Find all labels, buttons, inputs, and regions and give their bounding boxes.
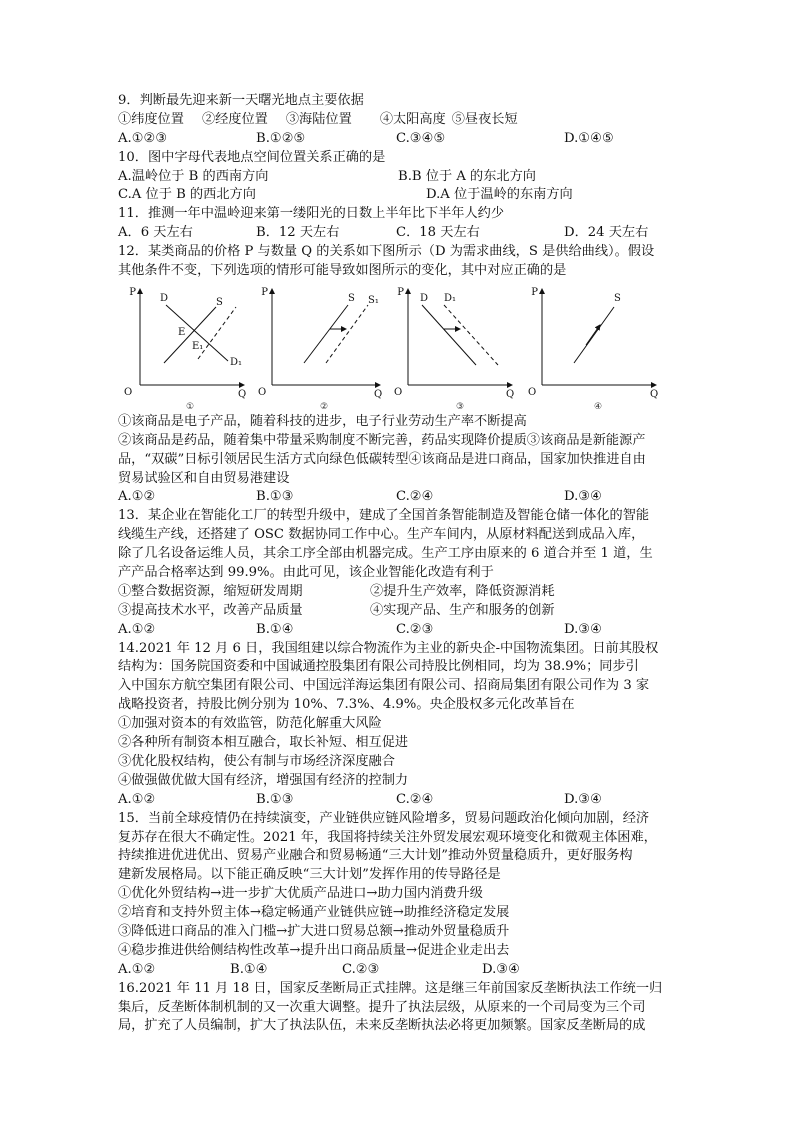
q13-stem-line: 13．某企业在智能化工厂的转型升级中，建成了全国首条智能制造及智能仓储一体化的智能 <box>118 508 650 524</box>
demand-curve <box>166 305 228 361</box>
graph-4 <box>528 287 658 411</box>
q15-item: ④稳步推进供给侧结构性改革→提升出口商品质量→促进企业走出去 <box>118 942 510 958</box>
q15-option-d: D.③④ <box>482 961 520 977</box>
demand-curve <box>422 305 476 365</box>
q15-stem-line: 复苏存在很大不确定性。2021 年，我国将持续关注外贸发展宏观环境变化和微观主体困难， <box>118 829 657 845</box>
q9-item: ④太阳高度 <box>379 111 446 127</box>
q9-item: ①纬度位置 <box>118 111 184 127</box>
q10-options-row2 <box>118 186 678 205</box>
q-label: Q <box>374 388 383 400</box>
q16-stem-line: 局，扩充了人员编制，扩大了执法队伍，未来反垄断执法必将更加频繁。国家反垄断局的成 <box>118 1018 646 1034</box>
origin-label: O <box>528 386 537 398</box>
supply-demand-graphs <box>118 283 678 411</box>
movement-arrow <box>586 325 600 345</box>
d-label: D <box>160 292 169 304</box>
graph-number: ③ <box>455 401 465 411</box>
q13-items-row1 <box>118 583 678 602</box>
q13-option-b: B.①④ <box>256 621 294 637</box>
q-label: Q <box>506 388 515 400</box>
p-label: P <box>531 286 538 298</box>
d-label: D <box>420 292 429 304</box>
origin-label: O <box>124 386 133 398</box>
q9-option-b: B.①②⑤ <box>256 130 306 146</box>
q12-body-line: ①该商品是电子产品，随着科技的进步，电子行业劳动生产率不断提高 <box>118 413 527 429</box>
graph-number: ② <box>319 401 329 411</box>
supply-curve <box>574 307 614 363</box>
q9-options <box>118 130 678 149</box>
graphs-svg <box>118 283 678 411</box>
q9-option-c: C.③④⑤ <box>396 130 446 146</box>
q12-body-line: 品，“双碳”日标引领居民生活方式向绿色低碳转型④该商品是进口商品，国家加快推进自由 <box>118 451 646 467</box>
q9-items <box>118 111 678 130</box>
supply-curve <box>164 307 216 363</box>
q9-item: ③海陆位置 <box>285 111 352 127</box>
q14-options <box>118 791 678 810</box>
p-label: P <box>129 286 136 298</box>
q15-stem-line: 建新发展格局。以下能正确反映“三大计划”发挥作用的传导路径是 <box>118 867 501 883</box>
q16-stem-line: 16.2021 年 11 月 18 日，国家反垄断局正式挂牌。这是继三年前国家反垄断执法工作统一归 <box>118 980 663 996</box>
q9-option-d: D.①④⑤ <box>564 130 614 146</box>
q14-stem-line: 结构为：国务院国资委和中国诚通控股集团有限公司持股比例相同，均为 38.9%；同步引 <box>118 659 639 675</box>
q11-option-b: B．12 天左右 <box>256 225 340 241</box>
q10-option-d: D.A 位于温岭的东南方向 <box>426 187 573 203</box>
e1-label: E₁ <box>192 340 204 352</box>
q9-option-a: A.①②③ <box>118 130 168 146</box>
q12-option-a: A.①② <box>118 489 156 505</box>
q14-stem-line: 战略投资者，持股比例分别为 10%、7.3%、4.9%。央企股权多元化改革旨在 <box>118 697 575 713</box>
q12-option-d: D.③④ <box>564 489 602 505</box>
graph-number: ④ <box>593 401 603 411</box>
q15-option-b: B.①④ <box>230 961 268 977</box>
q15-item: ①优化外贸结构→进一步扩大优质产品进口→助力国内消费升级 <box>118 886 483 902</box>
q10-stem: 10．图中字母代表地点空间位置关系正确的是 <box>118 149 386 165</box>
s1-label: S₁ <box>368 294 379 306</box>
q15-option-a: A.①② <box>118 961 156 977</box>
q13-stem-line: 产产品合格率达到 99.9%。由此可见，该企业智能化改造有利于 <box>118 565 494 581</box>
q11-option-d: D．24 天左右 <box>564 225 649 241</box>
origin-label: O <box>258 386 267 398</box>
graph-number: ① <box>185 401 195 411</box>
d1-label: D₁ <box>444 292 457 304</box>
d1-label: D₁ <box>230 356 243 368</box>
q12-option-b: B.①③ <box>256 489 294 505</box>
p-label: P <box>397 286 404 298</box>
q12-options <box>118 488 678 507</box>
q12-body-line: ②该商品是药品，随着集中带量采购制度不断完善，药品实现降价提质③该商品是新能源产 <box>118 432 646 448</box>
exam-page <box>118 92 678 1036</box>
q11-options <box>118 224 678 243</box>
supply-curve-shifted <box>326 305 368 363</box>
q12-stem-line: 12．某类商品的价格 P 与数量 Q 的关系如下图所示（D 为需求曲线，S 是供给曲线）。假设 <box>118 244 655 260</box>
q14-stem-line: 14.2021 年 12 月 6 日，我国组建以综合物流作为主业的新央企-中国物流集团。日前其股权 <box>118 640 659 656</box>
s-label: S <box>348 292 355 304</box>
supply-curve <box>304 305 348 363</box>
q11-stem: 11．推测一年中温岭迎来第一缕阳光的日数上半年比下半年人约少 <box>118 206 505 222</box>
q14-option-b: B.①③ <box>256 791 294 807</box>
q14-option-c: C.②④ <box>396 791 434 807</box>
q13-item: ②提升生产效率，降低资源消耗 <box>370 583 555 599</box>
e-label: E <box>178 326 186 338</box>
q12-stem-line: 其他条件不变，下列选项的情形可能导致如图所示的变化，其中对应正确的是 <box>118 263 567 279</box>
q12-body-line: 贸易试验区和自由贸易港建设 <box>118 470 290 486</box>
p-label: P <box>261 286 268 298</box>
q-label: Q <box>238 388 247 400</box>
q13-stem-line: 除了几名设备运维人员，其余工序全部由机器完成。生产工序由原来的 6 道合并至 1 道，生 <box>118 546 653 562</box>
origin-label: O <box>394 386 403 398</box>
q13-item: ④实现产品、生产和服务的创新 <box>370 602 555 618</box>
q14-item: ③优化股权结构，使公有制与市场经济深度融合 <box>118 753 395 769</box>
q11-option-a: A．6 天左右 <box>118 225 193 241</box>
q13-item: ③提高技术水平，改善产品质量 <box>118 602 303 618</box>
graph-3 <box>394 287 514 411</box>
q14-item: ②各种所有制资本相互融合，取长补短、相互促进 <box>118 735 409 751</box>
q13-option-c: C.②③ <box>396 621 434 637</box>
q15-item: ③降低进口商品的准入门槛→扩大进口贸易总额→推动外贸量稳质升 <box>118 923 510 939</box>
q15-options <box>118 961 678 980</box>
q14-stem-line: 入中国东方航空集团有限公司、中国远洋海运集团有限公司、招商局集团有限公司作为 3 家 <box>118 678 650 694</box>
graph-1 <box>124 287 246 411</box>
q13-option-d: D.③④ <box>564 621 602 637</box>
graph-2 <box>258 287 382 411</box>
q11-option-c: C．18 天左右 <box>396 225 480 241</box>
q13-options <box>118 621 678 640</box>
q10-option-c: C.A 位于 B 的西北方向 <box>118 187 256 203</box>
q9-stem: 9．判断最先迎来新一天曙光地点主要依据 <box>118 93 364 108</box>
q10-option-a: A.温岭位于 B 的西南方向 <box>118 168 269 184</box>
s-label: S <box>614 292 621 304</box>
demand-curve-shifted <box>444 305 498 365</box>
q13-stem-line: 线缆生产线，还搭建了 OSC 数据协同工作中心。生产车间内，从原材料配送到成品入库， <box>118 527 645 543</box>
q15-item: ②培育和支持外贸主体→稳定畅通产业链供应链→助推经济稳定发展 <box>118 905 510 921</box>
q9-item: ②经度位置 <box>201 111 268 127</box>
q13-option-a: A.①② <box>118 621 156 637</box>
q16-stem-line: 集后，反垄断体制机制的又一次重大调整。提升了执法层级，从原来的一个司局变为三个司 <box>118 999 646 1015</box>
q15-stem-line: 15．当前全球疫情仍在持续演变，产业链供应链风险增多，贸易问题政治化倾向加剧，经济 <box>118 810 650 826</box>
q-label: Q <box>650 388 659 400</box>
q10-options-row1 <box>118 168 678 187</box>
q14-item: ④做强做优做大国有经济，增强国有经济的控制力 <box>118 772 409 788</box>
s-label: S <box>216 296 223 308</box>
q15-option-c: C.②③ <box>342 961 380 977</box>
q13-items-row2 <box>118 602 678 621</box>
q15-stem-line: 持续推进优进优出、贸易产业融合和贸易畅通“三大计划”推动外贸量稳质升，更好服务构 <box>118 848 633 864</box>
q9-item: ⑤昼夜长短 <box>451 111 518 127</box>
q10-option-b: B.B 位于 A 的东北方向 <box>398 168 536 184</box>
q12-option-c: C.②④ <box>396 489 434 505</box>
q14-option-a: A.①② <box>118 791 156 807</box>
q14-option-d: D.③④ <box>564 791 602 807</box>
q14-item: ①加强对资本的有效监管，防范化解重大风险 <box>118 716 382 732</box>
q13-item: ①整合数据资源，缩短研发周期 <box>118 583 303 599</box>
